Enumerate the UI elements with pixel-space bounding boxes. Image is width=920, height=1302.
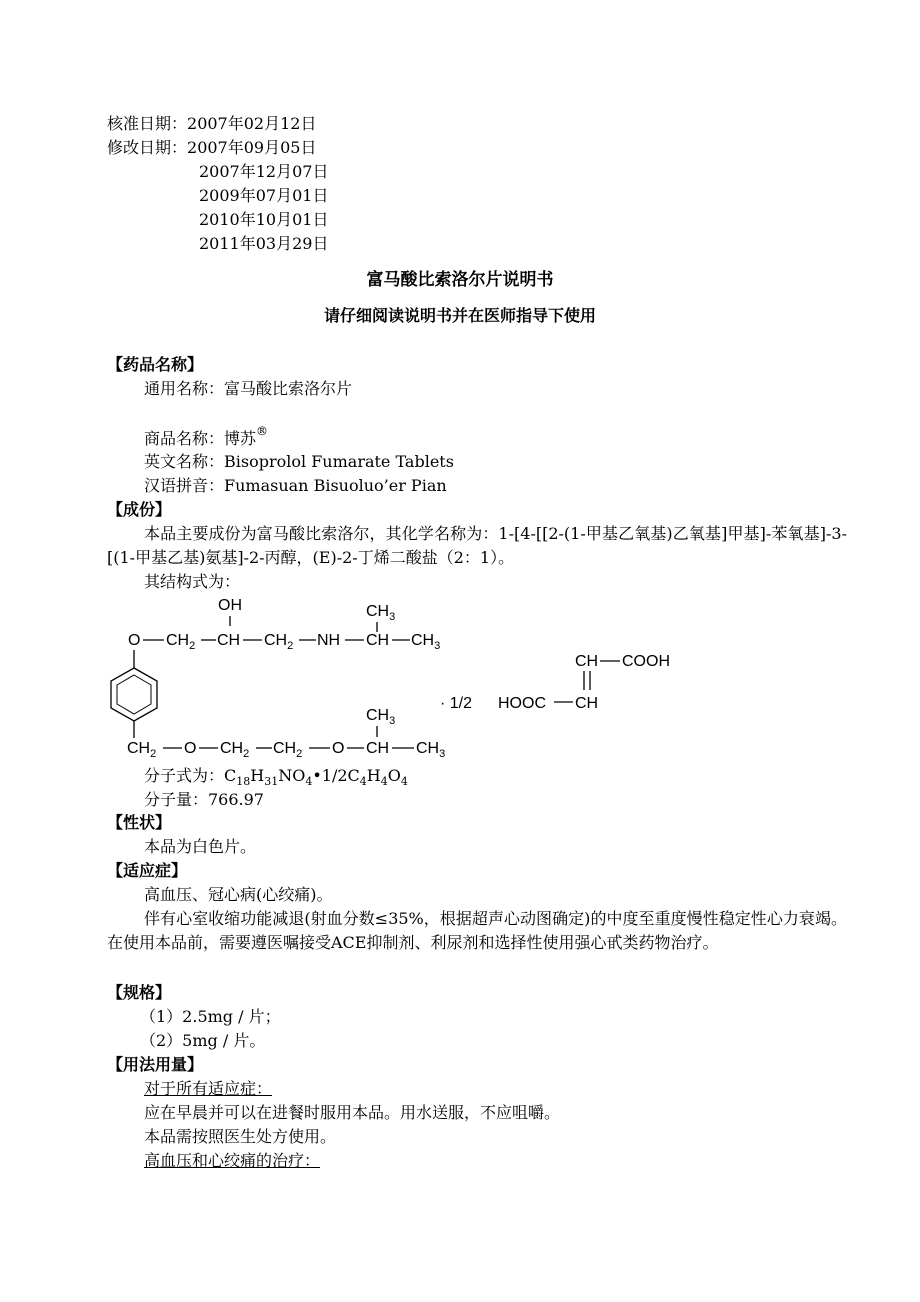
struct-o: O [128,632,141,649]
registered-mark: ® [256,424,269,438]
struct-ch2: $CH_2$ [220,740,250,760]
properties-text: 本品为白色片。 [144,837,257,856]
structure-label: 其结构式为： [144,572,241,591]
section-heading-specs: 【规格】 [107,983,172,1002]
struct-ch2: $CH_2$ [273,740,303,760]
composition-text: 本品主要成份为富马酸比索洛尔，其化学名称为：1-[4-[[2-(1-甲基乙氧基)乙氧基]甲基]-苯氧基]-3-[(1-甲基乙基)氨基]-2-丙醇，(E)-2-丁烯二酸盐（2：1）。 [107,524,847,567]
revision-date: 2007年09月05日 [187,138,317,157]
struct-ch3: $CH_3$ [416,740,446,760]
revision-date: 2009年07月01日 [199,186,329,205]
document-title: 富马酸比索洛尔片说明书 [366,270,554,290]
usage-line: 本品需按照医生处方使用。 [144,1127,337,1146]
section-heading-indications: 【适应症】 [107,861,188,880]
struct-oh: OH [218,597,242,614]
indications-line: 高血压、冠心病(心绞痛)。 [144,885,333,904]
approval-date: 2007年02月12日 [187,114,317,133]
revision-date-row [107,138,316,158]
section-heading-properties: 【性状】 [107,813,172,832]
struct-ch2: $CH_2$ [264,632,294,652]
struct-ch: CH [366,740,390,757]
struct-ch2: $CH_2$ [127,740,157,760]
struct-hooc: HOOC [498,695,546,712]
struct-ch3: $CH_3$ [366,707,396,727]
spec-item: （2）5mg / 片。 [140,1031,266,1050]
generic-name: 通用名称：富马酸比索洛尔片 [144,379,353,398]
section-heading-drug-name: 【药品名称】 [107,355,204,374]
revision-label: 修改日期： [107,138,188,157]
struct-ch: CH [366,632,390,649]
molecular-weight: 分子量：766.97 [144,790,264,809]
approval-label: 核准日期： [107,114,188,133]
approval-date-row [107,114,316,134]
benzene-ring [111,668,157,721]
document-subtitle: 请仔细阅读说明书并在医师指导下使用 [323,306,596,325]
trade-name [144,421,268,449]
struct-nh: NH [317,632,341,649]
struct-o: O [332,740,345,757]
struct-ch: CH [575,653,599,670]
section-heading-composition: 【成份】 [107,500,172,519]
struct-half: · 1/2 [440,695,473,712]
revision-date: 2010年10月01日 [199,210,329,229]
molecular-formula [144,766,408,792]
struct-ch: CH [575,695,599,712]
formula-value: $C_{18}H_{31}NO_4•1/2C_4H_4O_4$ [224,766,408,789]
struct-ch2: $CH_2$ [166,632,196,652]
usage-line: 应在早晨并可以在进餐时服用本品。用水送服，不应咀嚼。 [144,1103,561,1122]
struct-ch3: $CH_3$ [366,603,396,623]
english-name: 英文名称：Bisoprolol Fumarate Tablets [144,452,454,471]
revision-date: 2007年12月07日 [199,162,329,181]
trade-name-text: 商品名称：博苏 [144,429,257,448]
benzene-inner-ring [117,675,151,714]
usage-subheading: 对于所有适应症： [144,1079,273,1098]
revision-date: 2011年03月29日 [199,234,329,253]
indications-paragraph: 伴有心室收缩功能减退(射血分数≤35%，根据超声心动图确定)的中度至重度慢性稳定性心力衰竭。在使用本品前，需要遵医嘱接受ACE抑制剂、利尿剂和选择性使用强心甙类药物治疗。 [107,909,847,952]
usage-subheading: 高血压和心绞痛的治疗： [144,1151,321,1170]
spec-item: （1）2.5mg / 片； [140,1007,281,1026]
formula-label: 分子式为： [144,766,225,785]
struct-o: O [184,740,197,757]
struct-ch3: $CH_3$ [411,632,441,652]
struct-ch: CH [217,632,241,649]
section-heading-usage: 【用法用量】 [107,1055,204,1074]
pinyin-name: 汉语拼音：Fumasuan Bisuoluo’er Pian [144,476,447,495]
chemical-structure [0,590,920,765]
struct-cooh: COOH [622,653,670,670]
